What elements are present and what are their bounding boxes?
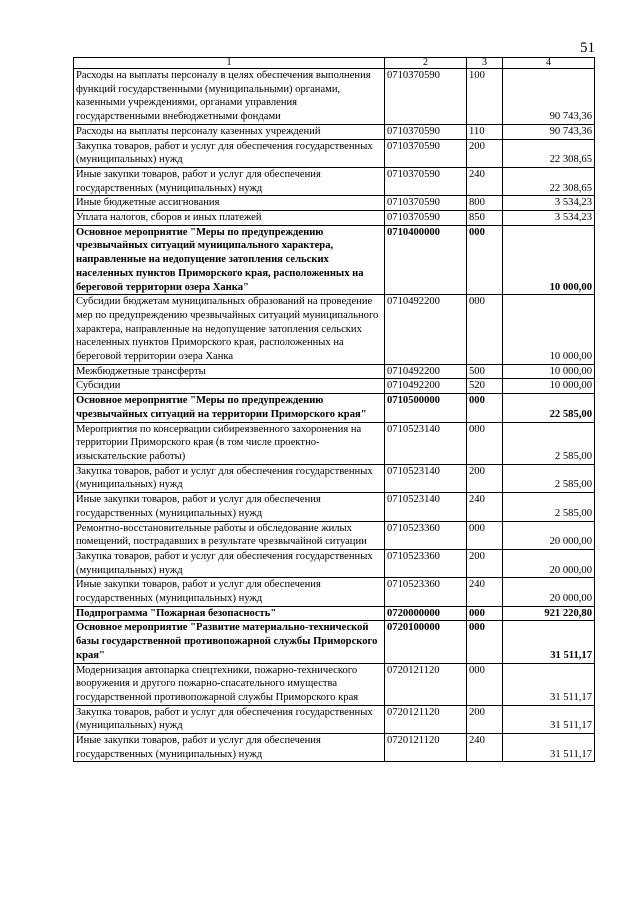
name-cell: Субсидии — [74, 379, 385, 394]
header-cell-name: 1 — [74, 58, 385, 69]
type-cell: 800 — [467, 196, 503, 211]
table-row — [74, 364, 595, 379]
header-cell-amount: 4 — [503, 58, 595, 69]
name-cell: Иные бюджетные ассигнования — [74, 196, 385, 211]
type-cell: 200 — [467, 705, 503, 733]
code-cell: 0710370590 — [385, 69, 467, 125]
code-cell: 0710370590 — [385, 167, 467, 195]
code-cell: 0710492200 — [385, 295, 467, 365]
table-row — [74, 521, 595, 549]
type-cell: 200 — [467, 464, 503, 492]
table-row — [74, 705, 595, 733]
table-row — [74, 211, 595, 226]
table-row — [74, 379, 595, 394]
table-row — [74, 167, 595, 195]
name-cell: Модернизация автопарка спецтехники, пожарно-технического вооружения и другого пожарно-спасательного имущества государственной противопожарной службы Приморского края — [74, 663, 385, 705]
name-cell: Мероприятия по консервации сибиреязвенного захоронения на территории Приморского края (в том числе проектно-изыскательские работы) — [74, 422, 385, 464]
code-cell: 0710370590 — [385, 139, 467, 167]
type-cell: 000 — [467, 521, 503, 549]
code-cell: 0710492200 — [385, 364, 467, 379]
amount-cell: 90 743,36 — [503, 69, 595, 125]
amount-cell: 3 534,23 — [503, 196, 595, 211]
type-cell: 200 — [467, 139, 503, 167]
table-row — [74, 493, 595, 521]
code-cell: 0710370590 — [385, 124, 467, 139]
name-cell: Расходы на выплаты персоналу казенных учреждений — [74, 124, 385, 139]
page-number: 51 — [580, 40, 595, 56]
table-row — [74, 124, 595, 139]
type-cell: 000 — [467, 422, 503, 464]
type-cell: 000 — [467, 394, 503, 422]
name-cell: Межбюджетные трансферты — [74, 364, 385, 379]
code-cell: 0720121120 — [385, 705, 467, 733]
name-cell: Ремонтно-восстановительные работы и обследование жилых помещений, пострадавших в результате чрезвычайной ситуации — [74, 521, 385, 549]
name-cell: Основное мероприятие "Развитие материально-технической базы государственной противопожарной службы Приморского края" — [74, 621, 385, 663]
name-cell: Закупка товаров, работ и услуг для обеспечения государственных (муниципальных) нужд — [74, 549, 385, 577]
amount-cell: 10 000,00 — [503, 225, 595, 295]
amount-cell: 31 511,17 — [503, 621, 595, 663]
type-cell: 200 — [467, 549, 503, 577]
amount-cell: 10 000,00 — [503, 379, 595, 394]
name-cell: Субсидии бюджетам муниципальных образований на проведение мер по предупреждению чрезвычайных ситуаций муниципального характера, направленные на недопущение затопления сельских населенных пунктов Приморского края, расположенных на береговой территории озера Ханка — [74, 295, 385, 365]
table-row — [74, 422, 595, 464]
name-cell: Иные закупки товаров, работ и услуг для обеспечения государственных (муниципальных) нужд — [74, 493, 385, 521]
amount-cell: 22 308,65 — [503, 167, 595, 195]
table-row — [74, 69, 595, 125]
header-cell-type: 3 — [467, 58, 503, 69]
type-cell: 240 — [467, 493, 503, 521]
amount-cell: 31 511,17 — [503, 663, 595, 705]
budget-table-body — [74, 58, 595, 762]
code-cell: 0710523360 — [385, 521, 467, 549]
type-cell: 240 — [467, 578, 503, 606]
amount-cell: 31 511,17 — [503, 734, 595, 762]
name-cell: Закупка товаров, работ и услуг для обеспечения государственных (муниципальных) нужд — [74, 139, 385, 167]
code-cell: 0720121120 — [385, 663, 467, 705]
table-row — [74, 196, 595, 211]
name-cell: Основное мероприятие "Меры по предупреждению чрезвычайных ситуаций на территории Приморского края" — [74, 394, 385, 422]
table-row — [74, 663, 595, 705]
table-row — [74, 578, 595, 606]
code-cell: 0710370590 — [385, 196, 467, 211]
table-row — [74, 394, 595, 422]
type-cell: 000 — [467, 225, 503, 295]
code-cell: 0720000000 — [385, 606, 467, 621]
amount-cell: 2 585,00 — [503, 464, 595, 492]
name-cell: Расходы на выплаты персоналу в целях обеспечения выполнения функций государственными (муниципальными) органами, казенными учреждениями, органами управления государственными внебюджетными фондами — [74, 69, 385, 125]
code-cell: 0710500000 — [385, 394, 467, 422]
table-row — [74, 139, 595, 167]
code-cell: 0710523140 — [385, 422, 467, 464]
type-cell: 000 — [467, 295, 503, 365]
amount-cell: 22 585,00 — [503, 394, 595, 422]
type-cell: 240 — [467, 734, 503, 762]
amount-cell: 10 000,00 — [503, 295, 595, 365]
amount-cell: 20 000,00 — [503, 578, 595, 606]
type-cell: 520 — [467, 379, 503, 394]
header-cell-code: 2 — [385, 58, 467, 69]
code-cell: 0710523360 — [385, 578, 467, 606]
amount-cell: 31 511,17 — [503, 705, 595, 733]
table-row — [74, 549, 595, 577]
table-row — [74, 225, 595, 295]
amount-cell: 10 000,00 — [503, 364, 595, 379]
header-row — [74, 58, 595, 69]
type-cell: 110 — [467, 124, 503, 139]
name-cell: Иные закупки товаров, работ и услуг для обеспечения государственных (муниципальных) нужд — [74, 578, 385, 606]
amount-cell: 921 220,80 — [503, 606, 595, 621]
name-cell: Уплата налогов, сборов и иных платежей — [74, 211, 385, 226]
type-cell: 500 — [467, 364, 503, 379]
code-cell: 0710523140 — [385, 493, 467, 521]
amount-cell: 22 308,65 — [503, 139, 595, 167]
amount-cell: 20 000,00 — [503, 549, 595, 577]
amount-cell: 2 585,00 — [503, 493, 595, 521]
type-cell: 000 — [467, 663, 503, 705]
budget-table — [73, 57, 595, 762]
code-cell: 0720121120 — [385, 734, 467, 762]
code-cell: 0710370590 — [385, 211, 467, 226]
table-row — [74, 621, 595, 663]
type-cell: 240 — [467, 167, 503, 195]
table-row — [74, 464, 595, 492]
code-cell: 0710523140 — [385, 464, 467, 492]
type-cell: 000 — [467, 606, 503, 621]
code-cell: 0710400000 — [385, 225, 467, 295]
table-row — [74, 606, 595, 621]
code-cell: 0710523360 — [385, 549, 467, 577]
name-cell: Подпрограмма "Пожарная безопасность" — [74, 606, 385, 621]
amount-cell: 20 000,00 — [503, 521, 595, 549]
table-row — [74, 734, 595, 762]
amount-cell: 2 585,00 — [503, 422, 595, 464]
amount-cell: 3 534,23 — [503, 211, 595, 226]
amount-cell: 90 743,36 — [503, 124, 595, 139]
code-cell: 0710492200 — [385, 379, 467, 394]
name-cell: Закупка товаров, работ и услуг для обеспечения государственных (муниципальных) нужд — [74, 464, 385, 492]
name-cell: Иные закупки товаров, работ и услуг для обеспечения государственных (муниципальных) нужд — [74, 167, 385, 195]
type-cell: 850 — [467, 211, 503, 226]
code-cell: 0720100000 — [385, 621, 467, 663]
table-row — [74, 295, 595, 365]
name-cell: Иные закупки товаров, работ и услуг для обеспечения государственных (муниципальных) нужд — [74, 734, 385, 762]
name-cell: Основное мероприятие "Меры по предупреждению чрезвычайных ситуаций муниципального характера, направленные на недопущение затопления сельских населенных пунктов Приморского края, расположенных на береговой территории озера Ханка" — [74, 225, 385, 295]
type-cell: 100 — [467, 69, 503, 125]
type-cell: 000 — [467, 621, 503, 663]
name-cell: Закупка товаров, работ и услуг для обеспечения государственных (муниципальных) нужд — [74, 705, 385, 733]
